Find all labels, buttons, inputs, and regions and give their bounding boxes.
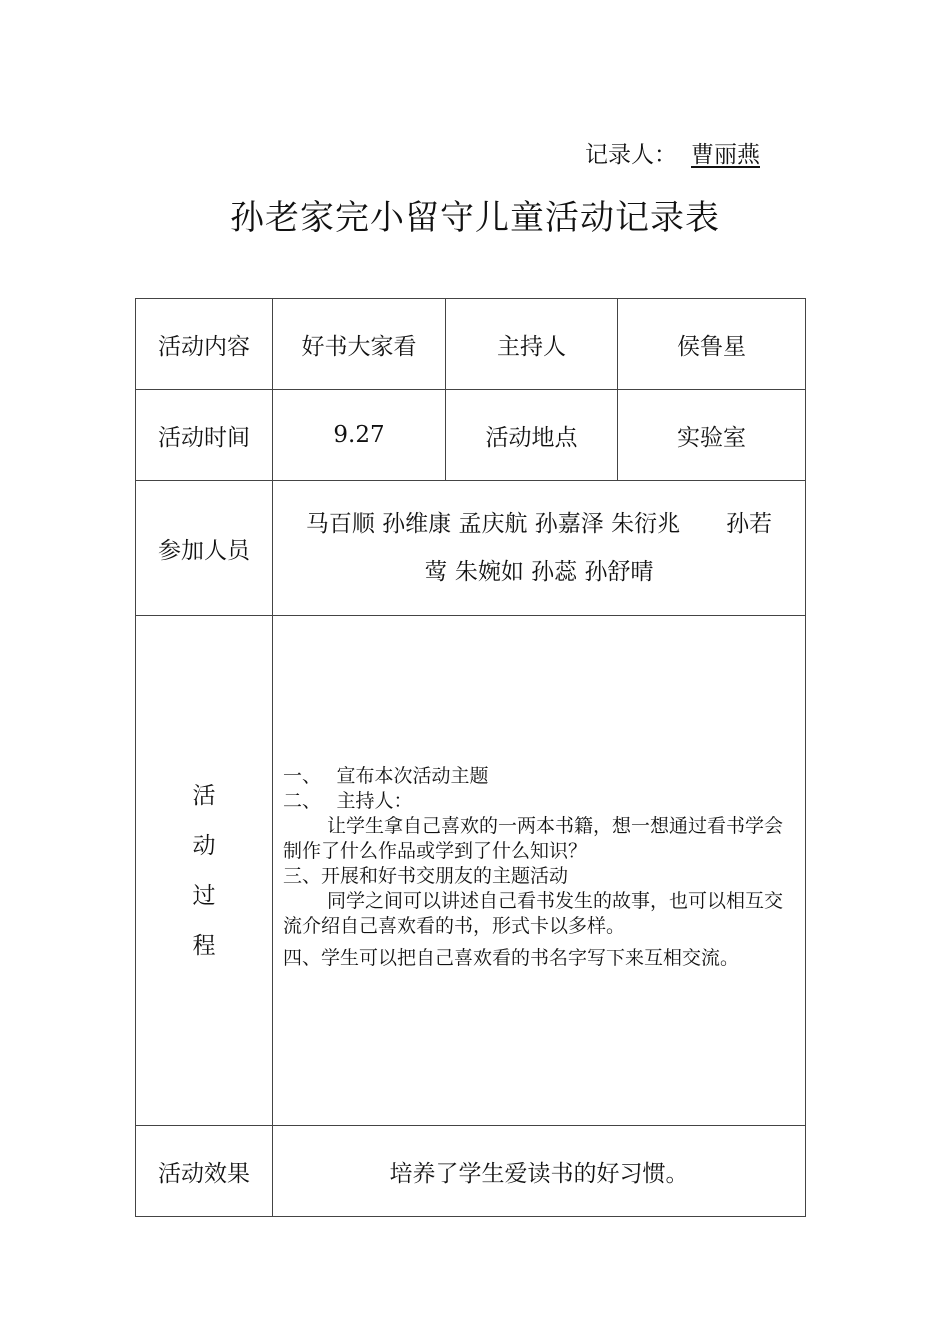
activity-record-table [135, 298, 806, 1217]
recorder-line [585, 136, 772, 169]
process-line: 四、学生可以把自己喜欢看的书名字写下来互相交流。 [283, 947, 740, 969]
table-row [136, 299, 806, 390]
table-row [136, 616, 806, 1126]
time-label: 活动时间 [136, 390, 273, 481]
table-row [136, 481, 806, 616]
recorder-name: 曹丽燕 [691, 142, 760, 168]
host-label: 主持人 [446, 299, 618, 390]
process-line: 让学生拿自己喜欢的一两本书籍，想一想通过看书学会制作了什么作品或学到了什么知识？ [283, 815, 784, 862]
process-label-char: 程 [192, 932, 216, 959]
effect-value: 培养了学生爱读书的好习惯。 [273, 1126, 806, 1217]
process-label-char: 活 [192, 782, 216, 809]
participants-value [273, 481, 806, 616]
process-line: 三、开展和好书交朋友的主题活动 [283, 865, 569, 887]
recorder-label: 记录人： [585, 142, 677, 168]
participants-line: 莺 朱婉如 孙蕊 孙舒晴 [424, 559, 654, 585]
process-label-char: 过 [192, 882, 216, 909]
page-title: 孙老家完小留守儿童活动记录表 [230, 198, 720, 238]
process-line: 二、 主持人： [283, 790, 413, 812]
content-value: 好书大家看 [273, 299, 446, 390]
host-value: 侯鲁星 [618, 299, 806, 390]
place-value: 实验室 [618, 390, 806, 481]
table-row [136, 390, 806, 481]
process-line: 一、 宣布本次活动主题 [283, 765, 489, 787]
content-label: 活动内容 [136, 299, 273, 390]
place-label: 活动地点 [446, 390, 618, 481]
effect-label: 活动效果 [136, 1126, 273, 1217]
participants-line: 马百顺 孙维康 孟庆航 孙嘉泽 朱衍兆 孙若 [305, 511, 773, 537]
process-label [136, 616, 273, 1126]
process-line: 同学之间可以讲述自己看书发生的故事，也可以相互交流介绍自己喜欢看的书，形式卡以多样。 [283, 890, 784, 937]
process-content [273, 616, 806, 1126]
time-value: 9.27 [273, 390, 446, 481]
table-row [136, 1126, 806, 1217]
participants-label: 参加人员 [136, 481, 273, 616]
process-label-char: 动 [192, 832, 216, 859]
